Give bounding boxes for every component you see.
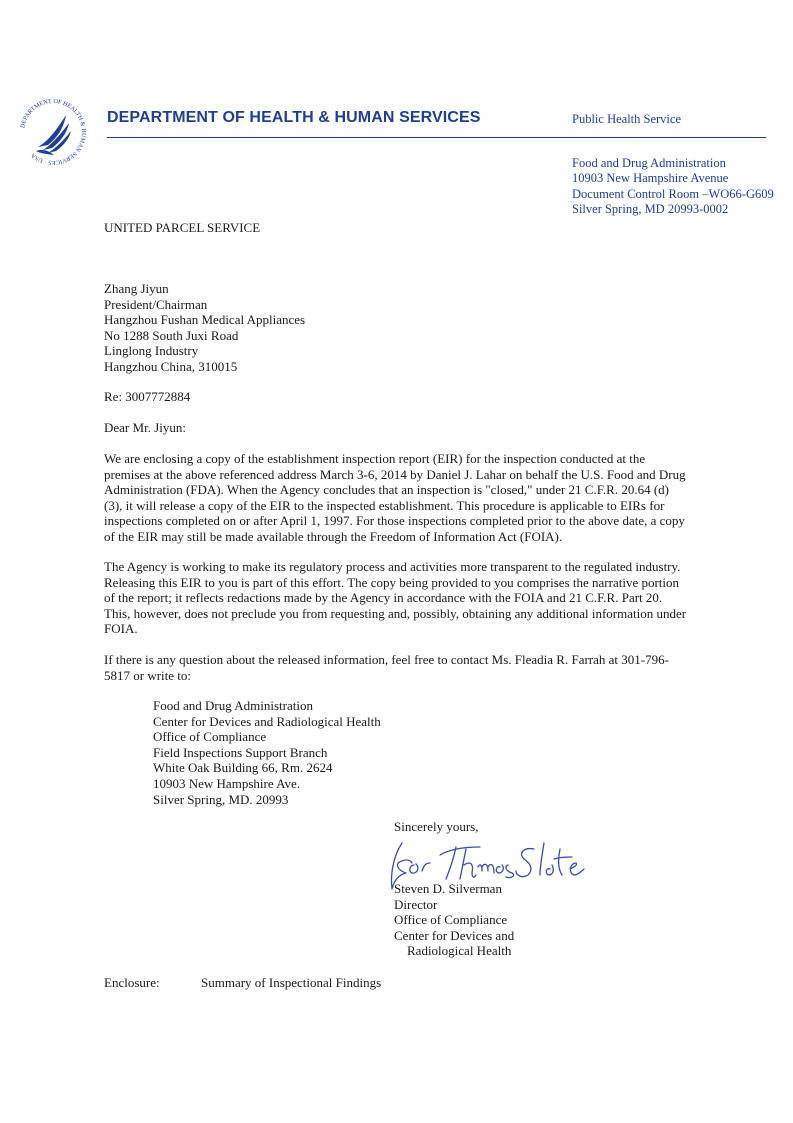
fda-return-address (572, 156, 774, 218)
paragraph-line: (3), it will release a copy of the EIR to the inspected establishment. This procedure is applicable to EIRs for (104, 497, 665, 513)
body-paragraph-2 (104, 559, 724, 637)
contact-address-line: Center for Devices and Radiological Health (153, 713, 381, 729)
contact-address-line: Food and Drug Administration (153, 698, 313, 713)
signatory-block (394, 881, 514, 959)
paragraph-line: This, however, does not preclude you from requesting and, possibly, obtaining any additional information under (104, 605, 687, 621)
body-paragraph-1 (104, 451, 724, 545)
signatory-line: Director (394, 896, 438, 912)
contact-address-line: Office of Compliance (153, 729, 267, 745)
paragraph-line: 5817 or write to: (104, 667, 192, 683)
public-health-service-label: Public Health Service (572, 112, 681, 126)
paragraph-line: premises at the above referenced address March 3-6, 2014 by Daniel J. Lahar on behalf the U.S. Food and Drug (104, 466, 686, 482)
fda-address-line: Document Control Room –WO66-G609 (572, 186, 774, 201)
delivery-method: UNITED PARCEL SERVICE (104, 220, 261, 235)
salutation: Dear Mr. Jiyun: (104, 420, 186, 435)
paragraph-line: FOIA. (104, 621, 138, 637)
contact-address-line: Field Inspections Support Branch (153, 744, 328, 760)
hhs-seal-logo (14, 93, 92, 171)
paragraph-line: Releasing this EIR to you is part of this effort. The copy being provided to you comprises the narrative portion (104, 574, 680, 590)
recipient-line: Zhang Jiyun (104, 281, 169, 296)
recipient-line: No 1288 South Juxi Road (104, 327, 239, 343)
body-paragraph-3 (104, 652, 724, 683)
recipient-line: Linglong Industry (104, 343, 199, 359)
contact-address-block (153, 698, 381, 807)
paragraph-line: The Agency is working to make its regulatory process and activities more transparent to the regulated industry. (104, 559, 681, 574)
signatory-name: Steven D. Silverman (394, 881, 502, 896)
recipient-line: Hangzhou China, 310015 (104, 358, 238, 374)
seal-text: DEPARTMENT OF HEALTH & HUMAN SERVICES · USA (19, 97, 88, 167)
recipient-line: President/Chairman (104, 296, 208, 312)
paragraph-line: inspections completed on or after April 1, 1997. For those inspections completed prior to the above date, a copy (104, 513, 685, 529)
enclosure-label: Enclosure: (104, 975, 160, 990)
closing: Sincerely yours, (394, 819, 479, 834)
signatory-line: Radiological Health (394, 943, 512, 959)
paragraph-line: of the EIR may still be made available through the Freedom of Information Act (FOIA). (104, 528, 563, 544)
eagle-emblem-icon (36, 115, 71, 155)
fda-address-line: Food and Drug Administration (572, 156, 726, 170)
recipient-line: Hangzhou Fushan Medical Appliances (104, 312, 306, 328)
enclosure-text: Summary of Inspectional Findings (201, 975, 382, 990)
contact-address-line: 10903 New Hampshire Ave. (153, 775, 301, 791)
reference-number: Re: 3007772884 (104, 389, 191, 404)
paragraph-line: of the report; it reflects redactions made by the Agency in accordance with the FOIA and 21 C.F.R. Part 20. (104, 590, 663, 606)
fda-address-line: 10903 New Hampshire Avenue (572, 171, 729, 186)
contact-address-line: Silver Spring, MD. 20993 (153, 791, 289, 807)
letterhead-divider (107, 137, 766, 138)
signatory-line: Office of Compliance (394, 912, 508, 928)
paragraph-line: If there is any question about the released information, feel free to contact Ms. Fleadia R. Farrah at 301-796- (104, 652, 669, 667)
paragraph-line: We are enclosing a copy of the establishment inspection report (EIR) for the inspection conducted at the (104, 451, 646, 466)
signatory-line: Center for Devices and (394, 927, 515, 943)
paragraph-line: Administration (FDA). When the Agency concludes that an inspection is "closed," under 21 C.F.R. 20.64 (d) (104, 482, 669, 498)
contact-address-line: White Oak Building 66, Rm. 2624 (153, 760, 333, 776)
department-title: DEPARTMENT OF HEALTH & HUMAN SERVICES (107, 109, 481, 126)
fda-address-line: Silver Spring, MD 20993-0002 (572, 202, 729, 217)
recipient-address-block (104, 281, 305, 375)
